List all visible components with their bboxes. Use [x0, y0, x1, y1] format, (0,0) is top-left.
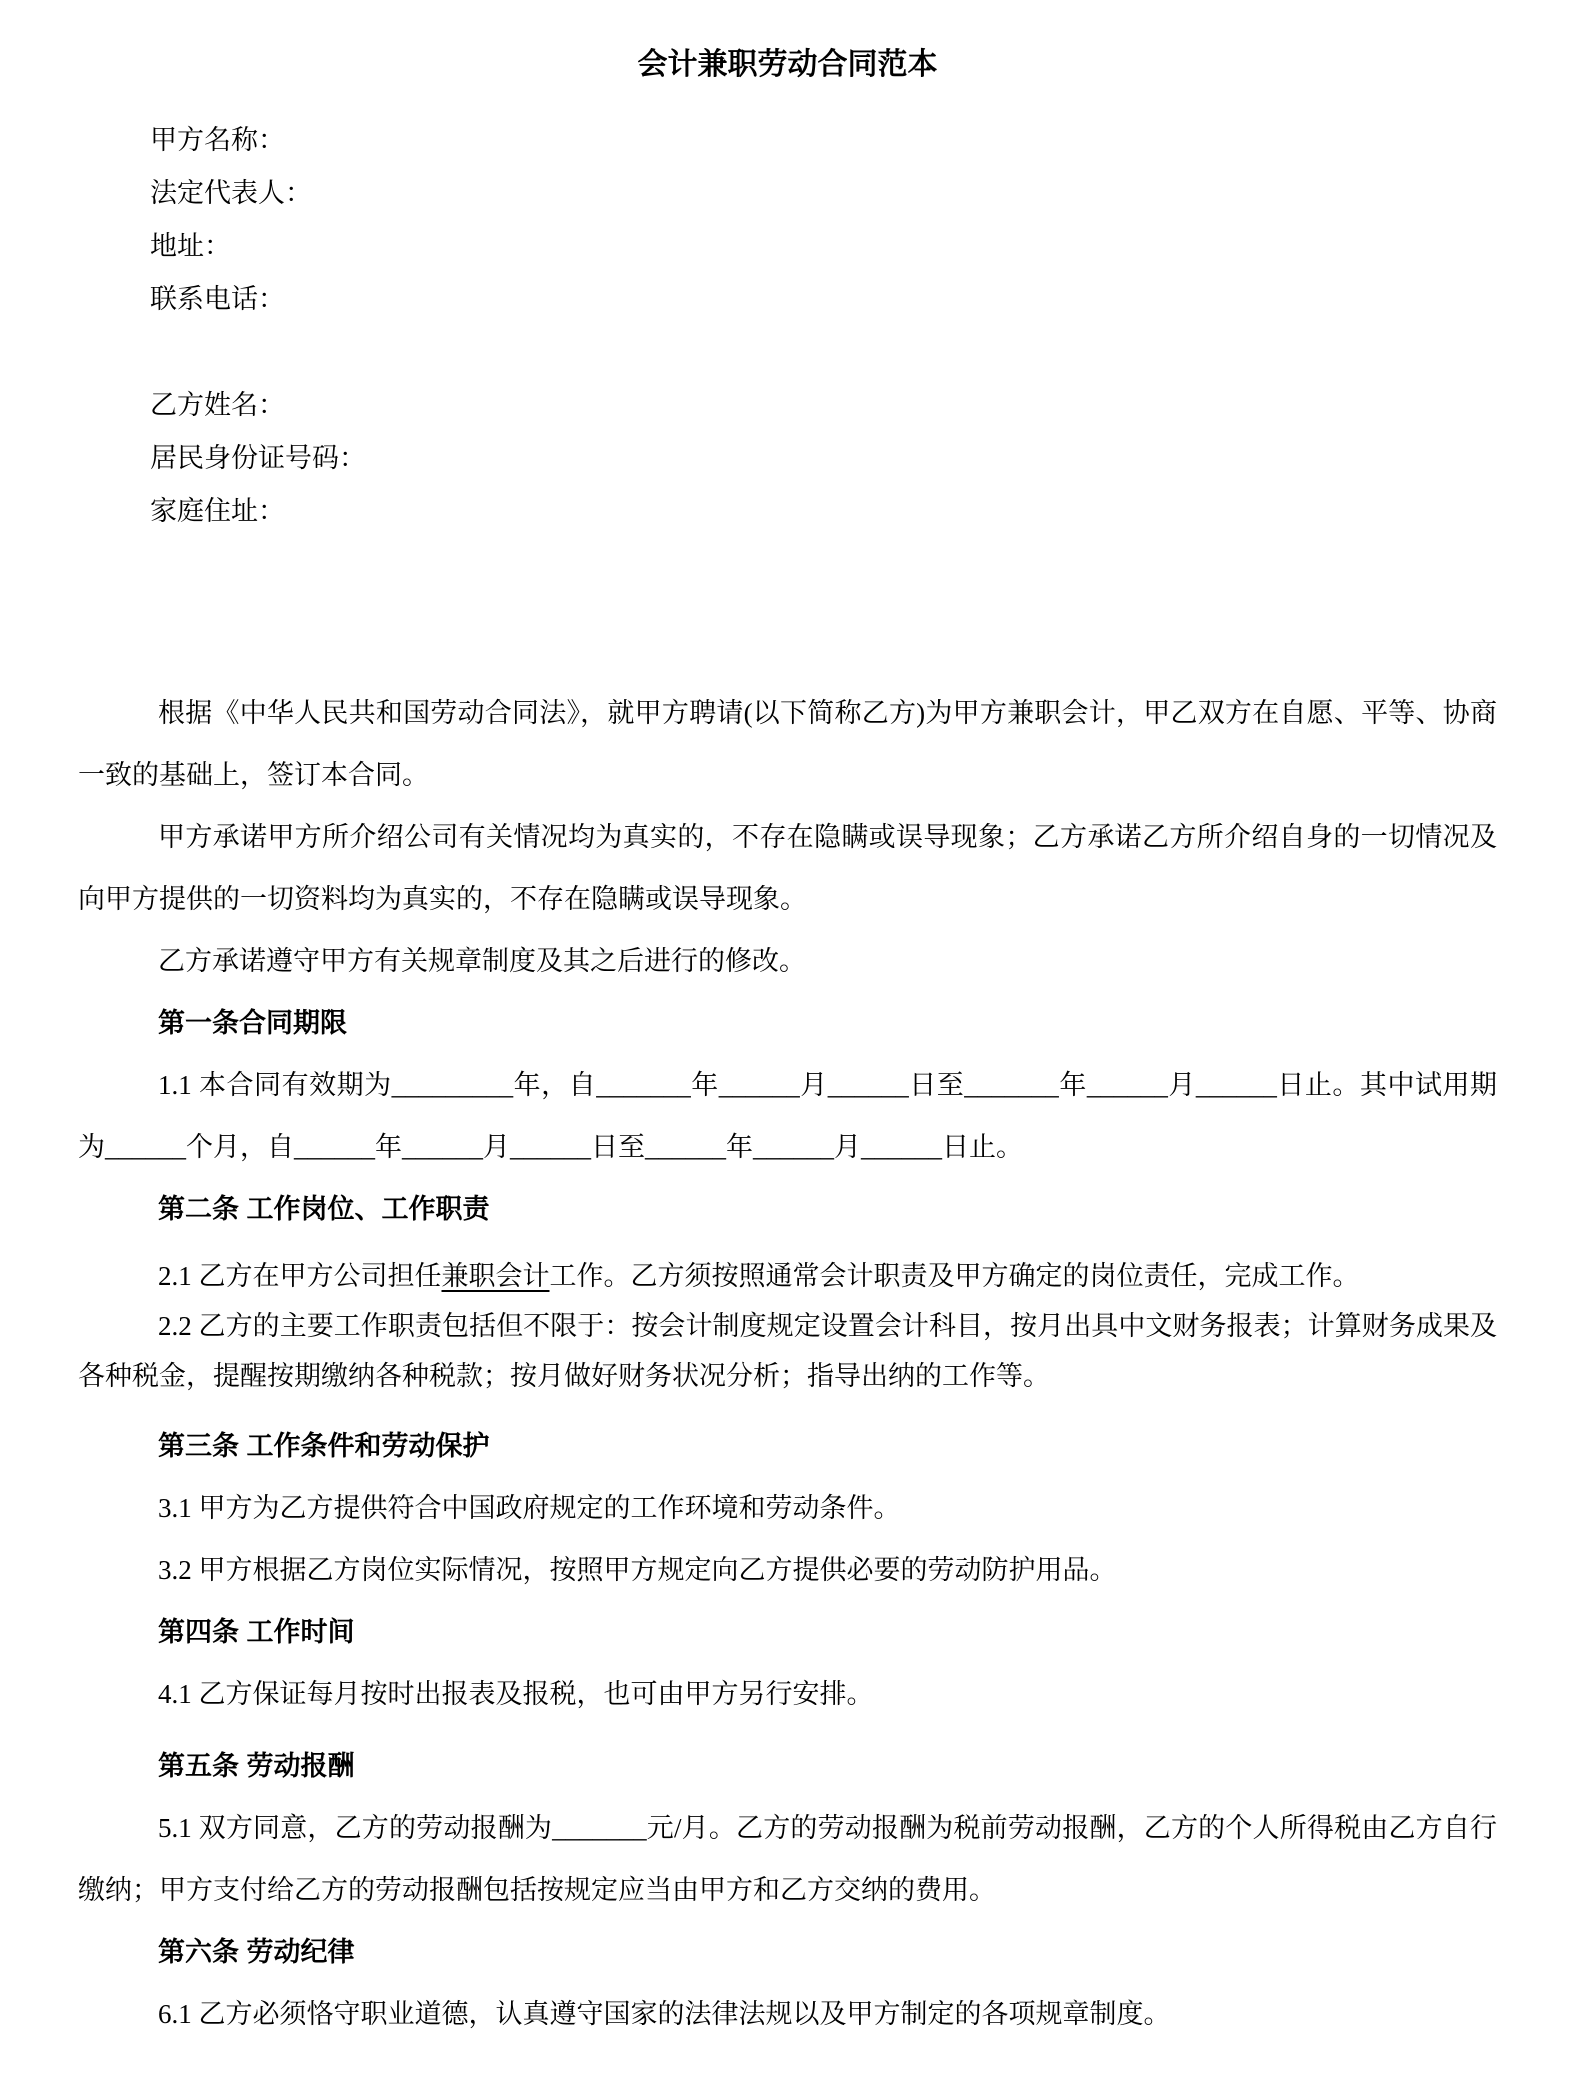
clause2-item-2-1 [78, 1251, 1497, 1301]
clause2-item-2-1-suffix: 工作。乙方须按照通常会计职责及甲方确定的岗位责任，完成工作。 [549, 1261, 1360, 1291]
party-b-home-address-label: 家庭住址： [150, 496, 285, 526]
party-a-legal-rep-label: 法定代表人： [150, 178, 312, 208]
clause2-heading: 第二条 工作岗位、工作职责 [158, 1194, 490, 1224]
clause2-item-2-2: 2.2 乙方的主要工作职责包括但不限于：按会计制度规定设置会计科目，按月出具中文财务报表；计算财务成果及各种税金，提醒按期缴纳各种税款；按月做好财务状况分析；指导出纳的工作等。 [78, 1311, 1497, 1391]
clause2-item-2-1-underlined-position: 兼职会计 [441, 1261, 550, 1291]
contract-body [78, 682, 1497, 2045]
clause3-item-3-1: 3.1 甲方为乙方提供符合中国政府规定的工作环境和劳动条件。 [158, 1493, 901, 1523]
party-a-phone-label: 联系电话： [150, 284, 285, 314]
party-a-name-label: 甲方名称： [150, 125, 285, 155]
preamble-paragraph-3: 乙方承诺遵守甲方有关规章制度及其之后进行的修改。 [158, 946, 806, 976]
party-b-info-block [78, 379, 1497, 538]
clause2-item-2-1-prefix: 2.1 乙方在甲方公司担任 [158, 1261, 442, 1291]
party-b-id-number-label: 居民身份证号码： [150, 443, 366, 473]
clause5-item-5-1: 5.1 双方同意，乙方的劳动报酬为_______元/月。乙方的劳动报酬为税前劳动报酬，乙方的个人所得税由乙方自行缴纳；甲方支付给乙方的劳动报酬包括按规定应当由甲方和乙方交纳的费用。 [78, 1813, 1497, 1905]
clause3-item-3-2: 3.2 甲方根据乙方岗位实际情况，按照甲方规定向乙方提供必要的劳动防护用品。 [158, 1555, 1117, 1585]
clause4-item-4-1: 4.1 乙方保证每月按时出报表及报税，也可由甲方另行安排。 [158, 1679, 874, 1709]
clause3-heading: 第三条 工作条件和劳动保护 [158, 1431, 490, 1461]
party-a-address-label: 地址： [150, 231, 231, 261]
party-b-name-label: 乙方姓名： [150, 390, 285, 420]
clause4-heading: 第四条 工作时间 [158, 1617, 355, 1647]
clause5-heading: 第五条 劳动报酬 [158, 1751, 355, 1781]
preamble-paragraph-1: 根据《中华人民共和国劳动合同法》，就甲方聘请(以下简称乙方)为甲方兼职会计，甲乙双方在自愿、平等、协商一致的基础上，签订本合同。 [78, 698, 1497, 790]
clause1-heading: 第一条合同期限 [158, 1008, 347, 1038]
clause6-item-6-1: 6.1 乙方必须恪守职业道德，认真遵守国家的法律法规以及甲方制定的各项规章制度。 [158, 1999, 1171, 2029]
preamble-paragraph-2: 甲方承诺甲方所介绍公司有关情况均为真实的，不存在隐瞒或误导现象；乙方承诺乙方所介绍自身的一切情况及向甲方提供的一切资料均为真实的，不存在隐瞒或误导现象。 [78, 822, 1497, 914]
document-title: 会计兼职劳动合同范本 [637, 48, 938, 81]
clause6-heading: 第六条 劳动纪律 [158, 1937, 355, 1967]
clause1-item-1-1: 1.1 本合同有效期为_________年，自_______年______月______日至_______年______月______日止。其中试用期为______个月，自______年______月______日至______年______月______日止。 [78, 1070, 1497, 1162]
party-a-info-block [78, 114, 1497, 326]
